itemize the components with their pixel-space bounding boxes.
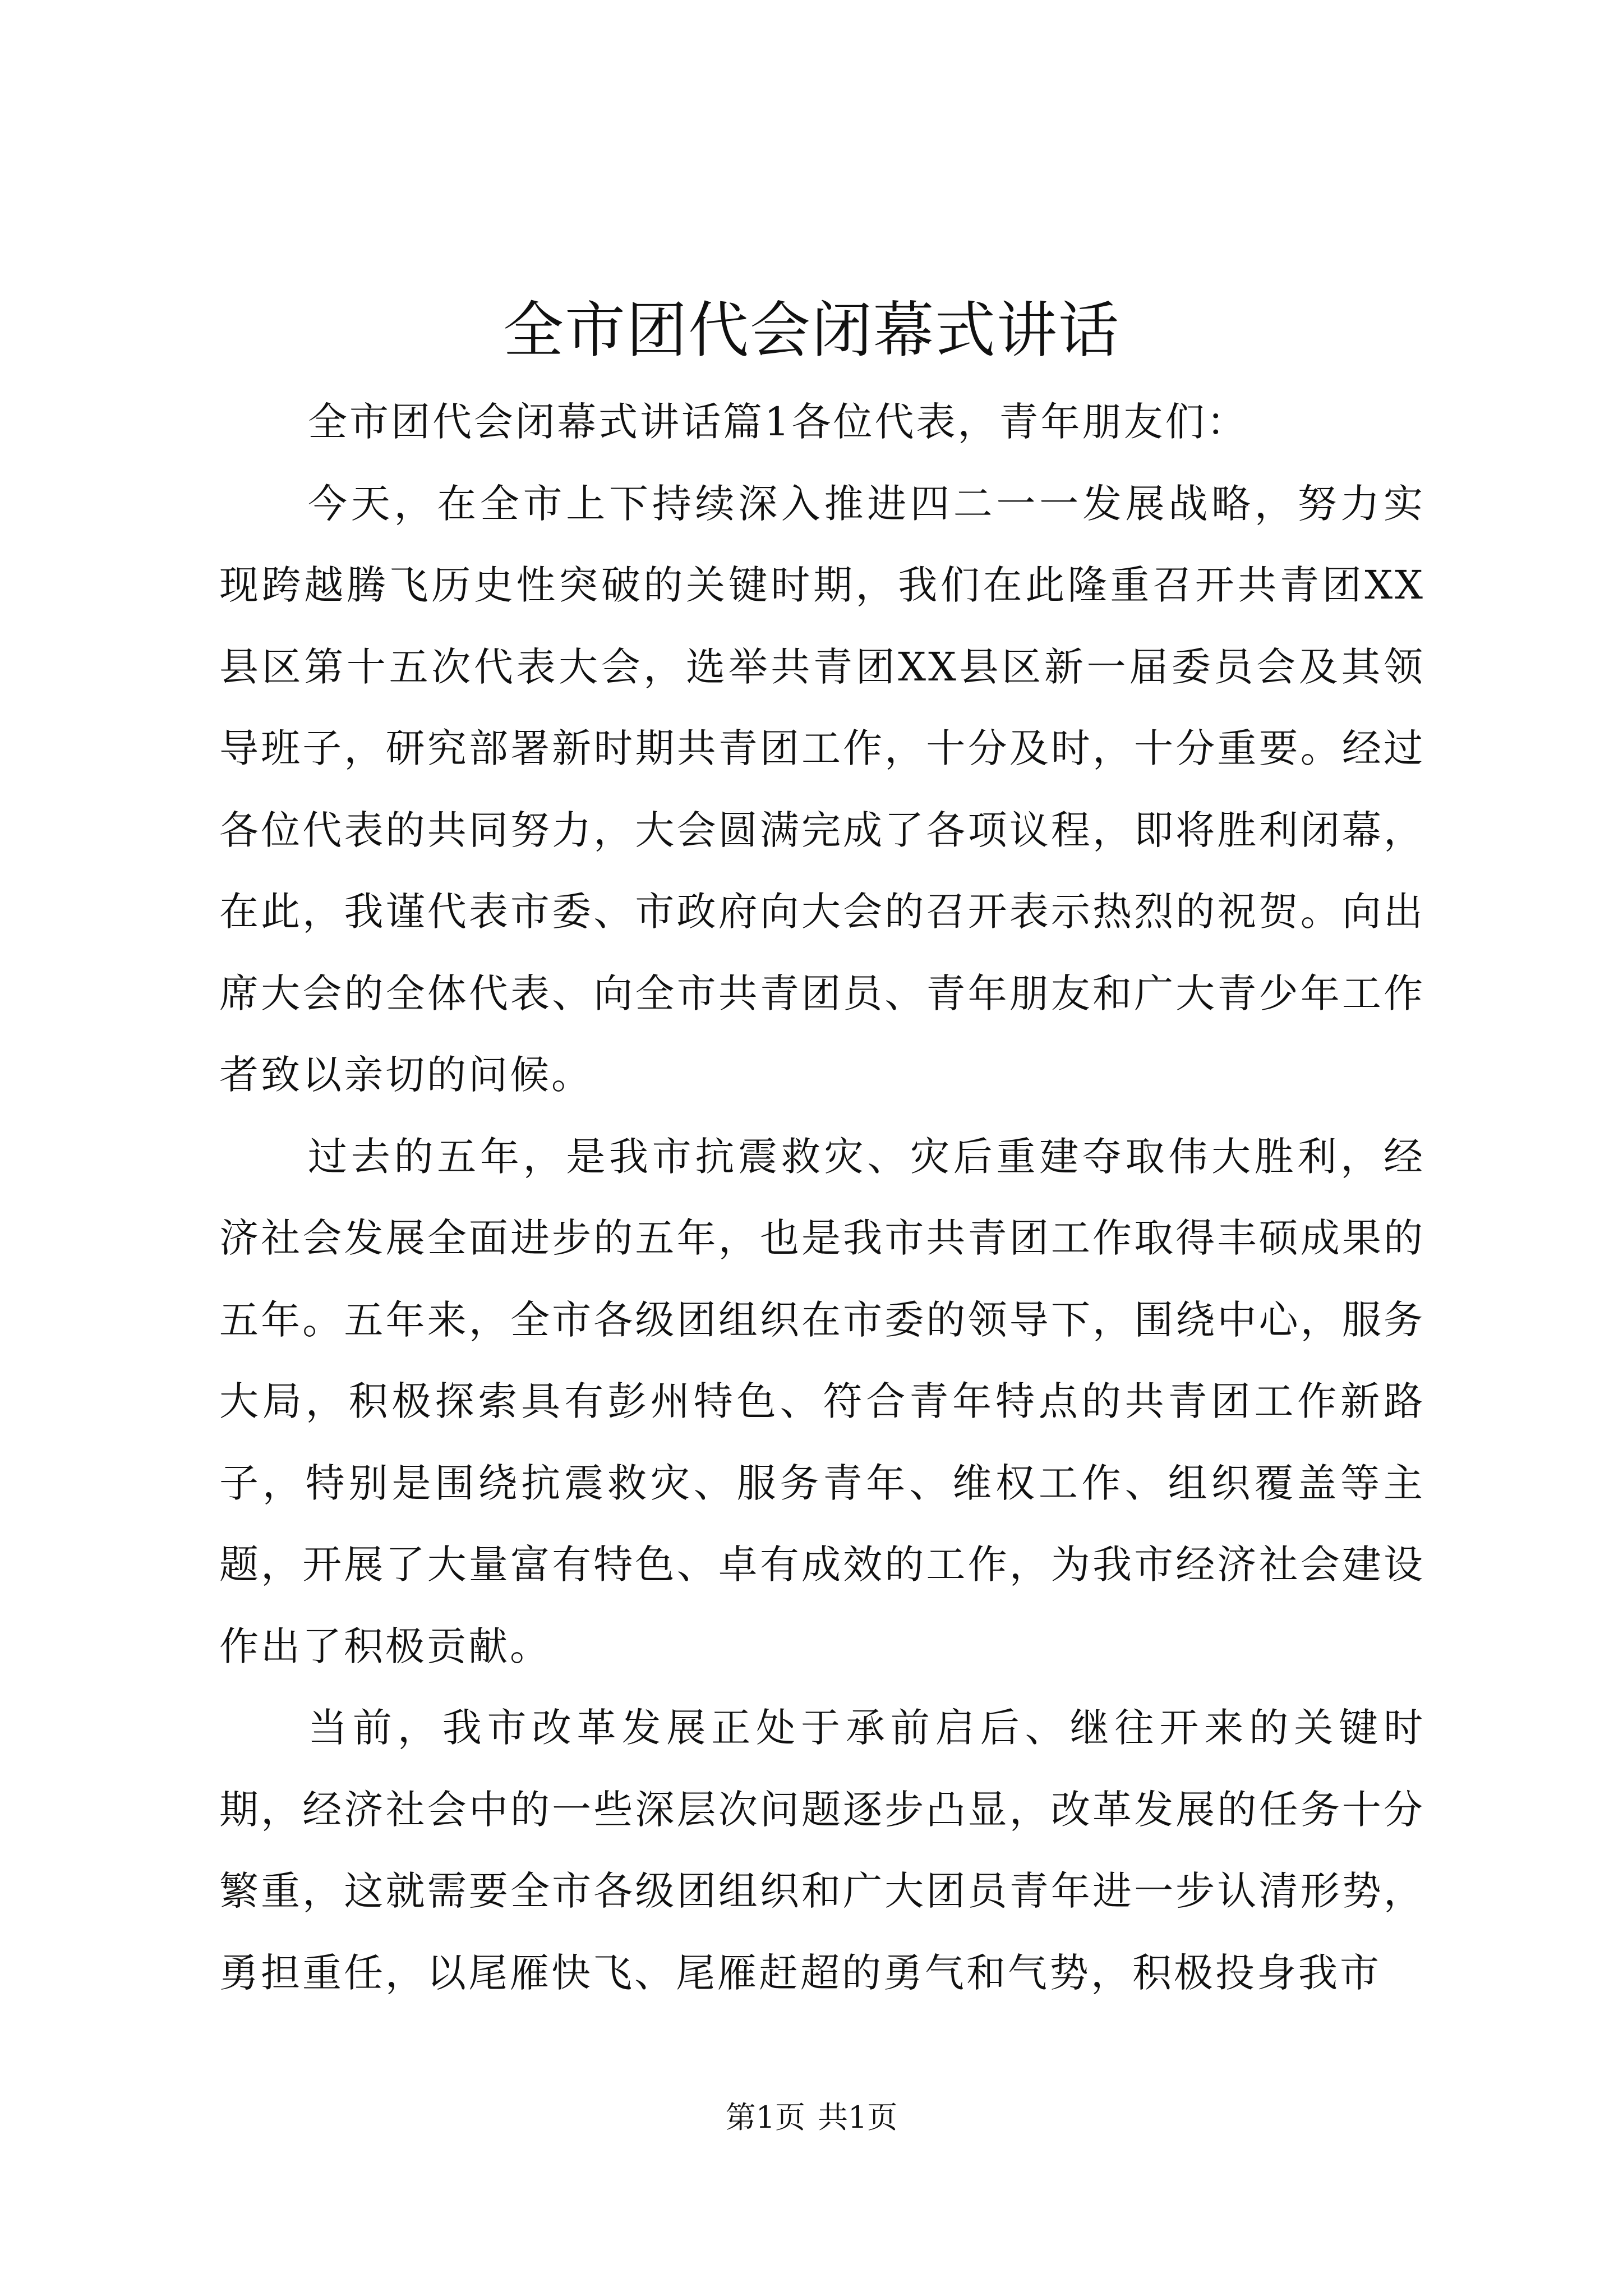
paragraph-current-situation: 当前，我市改革发展正处于承前启后、继往开来的关键时期，经济社会中的一些深层次问题逐步凸显，改革发展的任务十分繁重，这就需要全市各级团组织和广大团员青年进一步认清形势，勇担重任，以尾雁快飞、尾雁赶超的勇气和气势，积极投身我市 xyxy=(219,1705,1425,1996)
page-title: 全市团代会闭幕式讲话 xyxy=(502,296,1120,366)
paragraph-intro: 全市团代会闭幕式讲话篇1各位代表，青年朋友们： xyxy=(308,399,1248,445)
paragraph-opening: 今天，在全市上下持续深入推进四二一一发展战略，努力实现跨越腾飞历史性突破的关键时期，我们在此隆重召开共青团XX县区第十五次代表大会，选举共青团XX县区新一届委员会及其领导班子，研究部署新时期共青团工作，十分及时，十分重要。经过各位代表的共同努力，大会圆满完成了各项议程，即将胜利闭幕，在此，我谨代表市委、市政府向大会的召开表示热烈的祝贺。向出席大会的全体代表、向全市共青团员、青年朋友和广大青少年工作者致以亲切的问候。 xyxy=(219,480,1425,1098)
page-footer xyxy=(0,2095,1623,2140)
page-number: 第1页 xyxy=(725,2100,805,2135)
page-total: 共1页 xyxy=(818,2100,898,2135)
body-text xyxy=(219,381,1425,2014)
paragraph-past-five-years: 过去的五年，是我市抗震救灾、灾后重建夺取伟大胜利，经济社会发展全面进步的五年，也是我市共青团工作取得丰硕成果的五年。五年来，全市各级团组织在市委的领导下，围绕中心，服务大局，积极探索具有彭州特色、符合青年特点的共青团工作新路子，特别是围绕抗震救灾、服务青年、维权工作、组织覆盖等主题，开展了大量富有特色、卓有成效的工作，为我市经济社会建设作出了积极贡献。 xyxy=(219,1133,1425,1669)
